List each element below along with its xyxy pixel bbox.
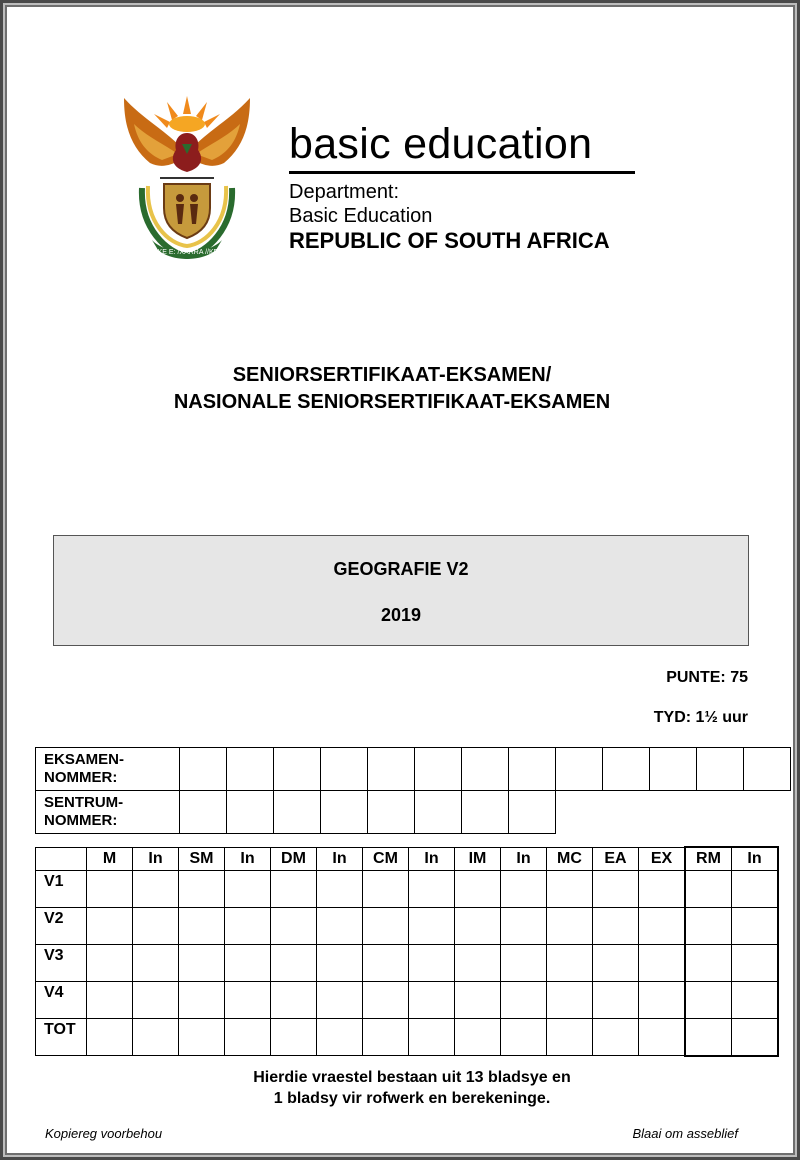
marks-cell[interactable] xyxy=(317,945,363,982)
marks-cell[interactable] xyxy=(639,908,686,945)
marks-row-label: V1 xyxy=(36,871,87,908)
marks-cell[interactable] xyxy=(501,908,547,945)
exam-number-digit[interactable] xyxy=(697,748,744,791)
marks-header-cell: In xyxy=(133,847,179,871)
marks-header-cell: RM xyxy=(685,847,732,871)
marks-cell[interactable] xyxy=(455,945,501,982)
marks-cell[interactable] xyxy=(133,1019,179,1056)
centre-number-digit[interactable] xyxy=(368,791,415,834)
marks-cell[interactable] xyxy=(225,871,271,908)
copyright-footer: Kopiereg voorbehou xyxy=(45,1126,163,1141)
marks-cell[interactable] xyxy=(455,1019,501,1056)
centre-number-digit[interactable] xyxy=(462,791,509,834)
page-count-line-2: 1 bladsy vir rofwerk en berekeninge. xyxy=(273,1090,551,1107)
marks-header-cell: MC xyxy=(547,847,593,871)
total-marks: PUNTE: 75 xyxy=(666,669,748,686)
exam-number-label: EKSAMEN- NOMMER: xyxy=(36,748,180,791)
exam-number-digit[interactable] xyxy=(509,748,556,791)
exam-duration: TYD: 1½ uur xyxy=(653,709,748,726)
page-count-note xyxy=(0,1067,800,1109)
marks-cell[interactable] xyxy=(732,945,779,982)
marks-cell[interactable] xyxy=(501,871,547,908)
marks-cell[interactable] xyxy=(593,871,639,908)
marks-cell[interactable] xyxy=(732,871,779,908)
marks-cell[interactable] xyxy=(593,1019,639,1056)
marks-cell[interactable] xyxy=(271,1019,317,1056)
marks-header-cell: M xyxy=(87,847,133,871)
centre-number-digit[interactable] xyxy=(227,791,274,834)
marks-header-cell: DM xyxy=(271,847,317,871)
centre-number-row xyxy=(36,791,791,834)
marks-cell[interactable] xyxy=(87,871,133,908)
exam-number-digit[interactable] xyxy=(321,748,368,791)
marks-header-cell: CM xyxy=(363,847,409,871)
marks-cell[interactable] xyxy=(685,982,732,1019)
crest-motto: !KE E: /XARRA //KE xyxy=(155,249,219,256)
exam-heading-line-1: SENIORSERTIFIKAAT-EKSAMEN/ xyxy=(232,364,552,386)
marks-cell[interactable] xyxy=(87,908,133,945)
marks-cell[interactable] xyxy=(409,945,455,982)
brand-title: basic education xyxy=(289,120,593,168)
marks-header-cell: In xyxy=(225,847,271,871)
marks-cell[interactable] xyxy=(87,1019,133,1056)
centre-number-digit[interactable] xyxy=(180,791,227,834)
marks-cell[interactable] xyxy=(133,982,179,1019)
marks-cell[interactable] xyxy=(179,871,225,908)
exam-number-digit[interactable] xyxy=(227,748,274,791)
marks-cell[interactable] xyxy=(639,982,686,1019)
marks-cell[interactable] xyxy=(732,908,779,945)
marks-cell[interactable] xyxy=(317,908,363,945)
marks-cell[interactable] xyxy=(317,1019,363,1056)
marks-cell[interactable] xyxy=(409,1019,455,1056)
exam-number-digit[interactable] xyxy=(180,748,227,791)
marks-cell[interactable] xyxy=(363,945,409,982)
department-line-2: Basic Education xyxy=(289,205,433,227)
marks-cell[interactable] xyxy=(547,1019,593,1056)
marks-header-cell: In xyxy=(732,847,779,871)
centre-number-digit[interactable] xyxy=(509,791,556,834)
marks-cell[interactable] xyxy=(547,871,593,908)
coat-of-arms-logo xyxy=(112,88,262,268)
marks-cell[interactable] xyxy=(179,982,225,1019)
marks-cell[interactable] xyxy=(732,982,779,1019)
marks-cell[interactable] xyxy=(225,1019,271,1056)
brand-underline xyxy=(289,171,635,174)
marks-cell[interactable] xyxy=(87,945,133,982)
marks-cell[interactable] xyxy=(225,945,271,982)
marks-cell[interactable] xyxy=(593,982,639,1019)
marks-cell[interactable] xyxy=(317,982,363,1019)
marks-cell[interactable] xyxy=(271,908,317,945)
marks-cell[interactable] xyxy=(685,871,732,908)
marks-row xyxy=(36,908,779,945)
department-line-1: Department: xyxy=(289,181,400,203)
subject-year: 2019 xyxy=(380,605,422,625)
marks-cell[interactable] xyxy=(87,982,133,1019)
marks-cell[interactable] xyxy=(133,871,179,908)
department-name xyxy=(289,180,432,228)
exam-number-digit[interactable] xyxy=(462,748,509,791)
marks-cell[interactable] xyxy=(271,871,317,908)
marks-header-cell: EX xyxy=(639,847,686,871)
exam-number-digit[interactable] xyxy=(650,748,697,791)
marks-cell[interactable] xyxy=(685,908,732,945)
marks-header-row xyxy=(36,847,779,871)
marks-cell[interactable] xyxy=(133,945,179,982)
country-name: REPUBLIC OF SOUTH AFRICA xyxy=(289,228,610,253)
exam-number-digit[interactable] xyxy=(368,748,415,791)
exam-number-digit[interactable] xyxy=(744,748,791,791)
marks-header-cell: In xyxy=(317,847,363,871)
marks-cell[interactable] xyxy=(685,945,732,982)
marks-cell[interactable] xyxy=(547,908,593,945)
marks-row-label: V4 xyxy=(36,982,87,1019)
marks-header-cell: EA xyxy=(593,847,639,871)
marks-cell[interactable] xyxy=(455,871,501,908)
exam-number-row xyxy=(36,748,791,791)
marks-cell[interactable] xyxy=(409,908,455,945)
marks-header-cell: In xyxy=(409,847,455,871)
marks-row xyxy=(36,871,779,908)
marks-cell[interactable] xyxy=(225,982,271,1019)
centre-number-digit[interactable] xyxy=(274,791,321,834)
subject-name: GEOGRAFIE V2 xyxy=(333,559,469,579)
exam-number-digit[interactable] xyxy=(415,748,462,791)
marks-cell[interactable] xyxy=(639,871,686,908)
marks-cell[interactable] xyxy=(409,982,455,1019)
marks-cell[interactable] xyxy=(639,945,686,982)
marks-cell[interactable] xyxy=(501,1019,547,1056)
marks-cell[interactable] xyxy=(455,982,501,1019)
marks-cell[interactable] xyxy=(363,1019,409,1056)
marks-cell[interactable] xyxy=(639,1019,686,1056)
exam-number-digit[interactable] xyxy=(603,748,650,791)
marks-cell[interactable] xyxy=(732,1019,779,1056)
marks-cell[interactable] xyxy=(363,908,409,945)
exam-number-digit[interactable] xyxy=(274,748,321,791)
marks-cell[interactable] xyxy=(547,945,593,982)
marks-cell[interactable] xyxy=(317,871,363,908)
marks-cell[interactable] xyxy=(179,945,225,982)
marks-cell[interactable] xyxy=(501,982,547,1019)
marks-cell[interactable] xyxy=(547,982,593,1019)
marks-header-corner xyxy=(36,847,87,871)
marks-header-cell: IM xyxy=(455,847,501,871)
marks-row xyxy=(36,982,779,1019)
marks-cell[interactable] xyxy=(271,982,317,1019)
marks-row-label: TOT xyxy=(36,1019,87,1056)
marks-cell[interactable] xyxy=(455,908,501,945)
marks-cell[interactable] xyxy=(501,945,547,982)
marks-cell[interactable] xyxy=(133,908,179,945)
marks-cell[interactable] xyxy=(593,908,639,945)
marks-row xyxy=(36,1019,779,1056)
page-count-line-1: Hierdie vraestel bestaan uit 13 bladsye en xyxy=(253,1069,571,1086)
marks-cell[interactable] xyxy=(685,1019,732,1056)
centre-number-digit[interactable] xyxy=(415,791,462,834)
centre-number-digit[interactable] xyxy=(321,791,368,834)
marks-cell[interactable] xyxy=(225,908,271,945)
marks-cell[interactable] xyxy=(179,908,225,945)
marks-cell[interactable] xyxy=(409,871,455,908)
marks-header-cell: SM xyxy=(179,847,225,871)
marks-cell[interactable] xyxy=(179,1019,225,1056)
marks-cell[interactable] xyxy=(271,945,317,982)
marks-row-label: V3 xyxy=(36,945,87,982)
marks-row-label: V2 xyxy=(36,908,87,945)
marks-cell[interactable] xyxy=(363,982,409,1019)
centre-number-label: SENTRUM- NOMMER: xyxy=(36,791,180,834)
subject-box xyxy=(53,535,749,646)
marks-table xyxy=(35,846,779,1057)
marks-row xyxy=(36,945,779,982)
marks-cell[interactable] xyxy=(363,871,409,908)
marks-header-cell: In xyxy=(501,847,547,871)
candidate-id-table xyxy=(35,747,791,834)
exam-heading-line-2: NASIONALE SENIORSERTIFIKAAT-EKSAMEN xyxy=(173,391,611,413)
turn-page-footer: Blaai om asseblief xyxy=(632,1126,738,1141)
exam-number-digit[interactable] xyxy=(556,748,603,791)
marks-cell[interactable] xyxy=(593,945,639,982)
